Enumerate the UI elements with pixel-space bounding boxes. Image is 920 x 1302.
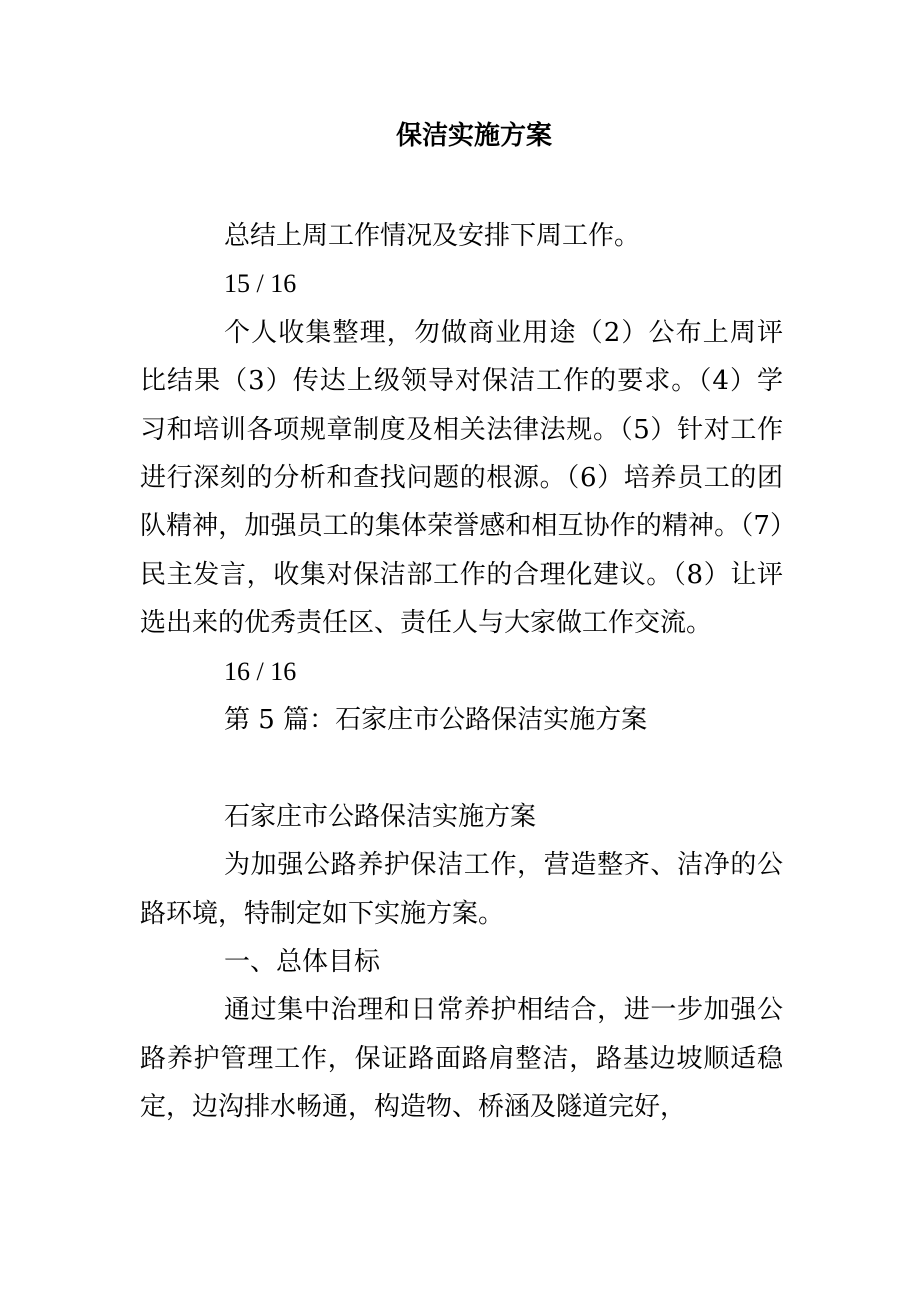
paragraph-goal: 通过集中治理和日常养护相结合，进一步加强公路养护管理工作，保证路面路肩整洁，路基边坡顺适稳定，边沟排水畅通，构造物、桥涵及隧道完好， <box>140 995 783 1123</box>
subheading-overall-goal: 一、总体目标 <box>224 947 381 978</box>
document-body <box>140 212 783 1132</box>
section-heading: 第 5 篇：石家庄市公路保洁实施方案 <box>224 705 648 736</box>
paragraph-intro: 为加强公路养护保洁工作，营造整齐、洁净的公路环境，特制定如下实施方案。 <box>140 850 783 929</box>
paragraph-meeting-items: 个人收集整理，勿做商业用途（2）公布上周评比结果（3）传达上级领导对保洁工作的要求。（4）学习和培训各项规章制度及相关法律法规。（5）针对工作进行深刻的分析和查找问题的根源。（6）培养员工的团队精神，加强员工的集体荣誉感和相互协作的精神。（7）民主发言，收集对保洁部工作的合理化建议。（8）让评选出来的优秀责任区、责任人与大家做工作交流。 <box>140 317 783 639</box>
page-number-15: 15 / 16 <box>224 269 297 299</box>
page-number-16: 16 / 16 <box>224 656 297 686</box>
plan-title: 石家庄市公路保洁实施方案 <box>224 801 537 832</box>
document-title: 保洁实施方案 <box>395 121 552 151</box>
paragraph-summary: 总结上周工作情况及安排下周工作。 <box>224 221 641 251</box>
